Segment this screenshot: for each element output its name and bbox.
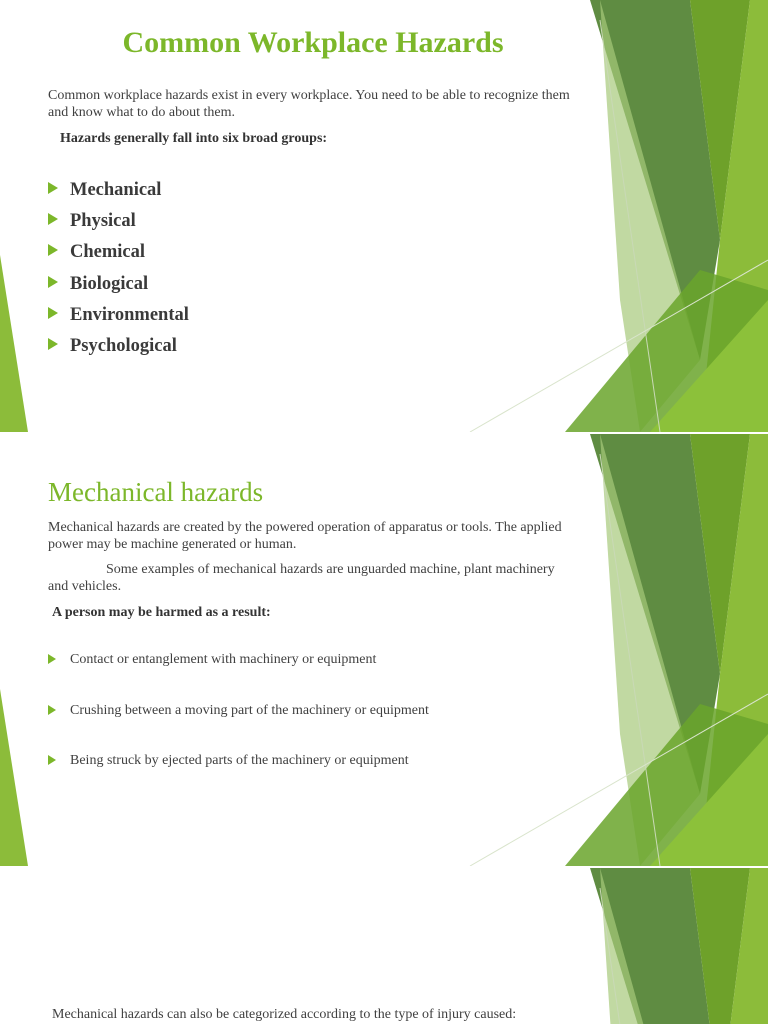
decorative-green-shapes xyxy=(0,868,768,1024)
triangle-bullet-icon xyxy=(48,213,58,225)
intro-paragraph: Common workplace hazards exist in every workplace. You need to be able to recognize them and know what to do about them. xyxy=(48,88,570,120)
triangle-bullet-icon xyxy=(48,654,56,664)
slide-3 xyxy=(0,868,768,1024)
list-item: Crushing between a moving part of the machinery or equipment xyxy=(48,701,429,752)
slide-title: Mechanical hazards xyxy=(48,477,264,507)
list-item: Biological xyxy=(48,270,189,301)
slide-1 xyxy=(0,0,768,432)
paragraph-1: Mechanical hazards are created by the powered operation of apparatus or tools. The applied power may be machine generated or human. xyxy=(48,520,562,552)
list-item: Chemical xyxy=(48,238,189,269)
slide-2 xyxy=(0,434,768,866)
subheading: A person may be harmed as a result: xyxy=(52,605,271,620)
list-item: Being struck by ejected parts of the machinery or equipment xyxy=(48,751,429,802)
list-item: Contact or entanglement with machinery or equipment xyxy=(48,650,429,701)
slide-title: Common Workplace Hazards xyxy=(122,26,504,59)
triangle-bullet-icon xyxy=(48,307,58,319)
subheading: Hazards generally fall into six broad groups: xyxy=(60,131,328,146)
list-item: Psychological xyxy=(48,332,189,363)
triangle-bullet-icon xyxy=(48,182,58,194)
triangle-bullet-icon xyxy=(48,338,58,350)
triangle-bullet-icon xyxy=(48,244,58,256)
harm-list xyxy=(48,650,429,802)
triangle-bullet-icon xyxy=(48,705,56,715)
paragraph-1: Mechanical hazards can also be categorized according to the type of injury caused: xyxy=(52,1007,517,1022)
triangle-bullet-icon xyxy=(48,276,58,288)
list-item: Physical xyxy=(48,207,189,238)
triangle-bullet-icon xyxy=(48,755,56,765)
list-item: Mechanical xyxy=(48,176,189,207)
paragraph-2: Some examples of mechanical hazards are unguarded machine, plant machinery and vehicles. xyxy=(48,562,555,594)
list-item: Environmental xyxy=(48,301,189,332)
hazard-groups-list xyxy=(48,176,189,363)
